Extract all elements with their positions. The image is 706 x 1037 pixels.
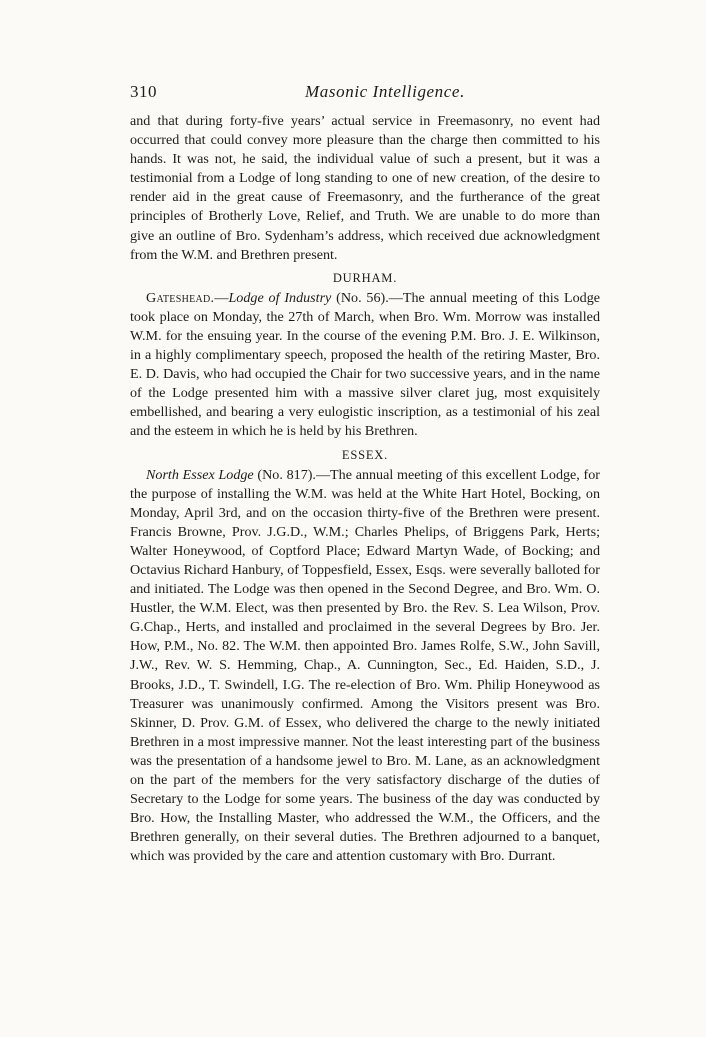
essex-text: (No. 817).—The annual meeting of this excellent Lodge, for the purpose of installing the W.M. was held at the White Hart Hotel, Bocking, on Monday, April 3rd, and on the occasion thirty-five of the Brethren were present. Francis Browne, Prov. J.G.D., W.M.; Charles Phelips, of Briggens Park, Herts; Walter Honeywood, of Coptford Place; Edward Martyn Wade, of Bocking; and Octavius Richard Hanbury, of Toppesfield, Essex, Esqs. were severally balloted for and initiated. The Lodge was then opened in the Second Degree, and Bro. Wm. O. Hustler, the W.M. Elect, was then presented by Bro. the Rev. S. Lea Wilson, Prov. G.Chap., Herts, and installed and proclaimed in the several Degrees by Bro. Jer. How, P.M., No. 82. The W.M. then appointed Bro. James Rolfe, S.W., John Savill, J.W., Rev. W. S. Hemming, Chap., A. Cunnington, Sec., Ed. Haiden, S.D., J. Brooks, J.D., T. Swindell, I.G. The re-election of Bro. Wm. Philip Honeywood as Treasurer was unanimously confirmed. Among the Visitors present was Bro. Skinner, D. Prov. G.M. of Essex, who delivered the charge to the newly initiated Brethren in a most impressive manner. Not the least interesting part of the business was the presentation of a handsome jewel to Bro. M. Lane, as an acknowledgment on the part of the members for the very satisfactory discharge of the duties of Secretary to the Lodge for some years. The business of the day was conducted by Bro. How, the Installing Master, who addressed the W.M., the Officers, and the Brethren generally, on their several duties. The Brethren adjourned to a banquet, which was provided by the care and attention customary with Bro. Durrant. [130,466,600,865]
durham-dash: — [214,289,229,306]
essex-report [130,466,600,867]
page-header [130,82,600,106]
durham-report [130,289,600,442]
durham-place: Gateshead. [146,289,215,306]
essex-lodge-name: North Essex Lodge [146,466,254,483]
section-heading-durham: DURHAM. [332,270,398,285]
running-title: Masonic Intelligence. [305,82,465,101]
article-body [130,112,600,866]
page-number: 310 [130,82,157,101]
continued-paragraph: and that during forty-five years’ actual service in Freemasonry, no event had occurred that could convey more pleasure than the charge then committed to his hands. It was not, he said, the individual value of such a present, but it was a testimonial from a Lodge of long standing to one of new creation, of the desire to render aid in the great cause of Freemasonry, and the furtherance of the great principles of Brotherly Love, Relief, and Truth. We are unable to do more than give an outline of Bro. Sydenham’s address, which received due acknowledgment from the W.M. and Brethren present. [130,113,600,263]
durham-text: (No. 56).—The annual meeting of this Lodge took place on Monday, the 27th of March, when Bro. Wm. Morrow was installed W.M. for the ensuing year. In the course of the evening P.M. Bro. J. E. Wilkinson, in a highly complimentary speech, proposed the health of the retiring Master, Bro. E. D. Davis, who had occupied the Chair for two successive years, and in the name of the Lodge presented him with a massive silver claret jug, most exquisitely embellished, and bearing a very eulogistic inscription, as a testimonial of his zeal and the esteem in which he is held by his Brethren. [130,289,600,440]
section-heading-essex: ESSEX. [341,447,389,462]
durham-lodge-name: Lodge of Industry [228,289,332,306]
